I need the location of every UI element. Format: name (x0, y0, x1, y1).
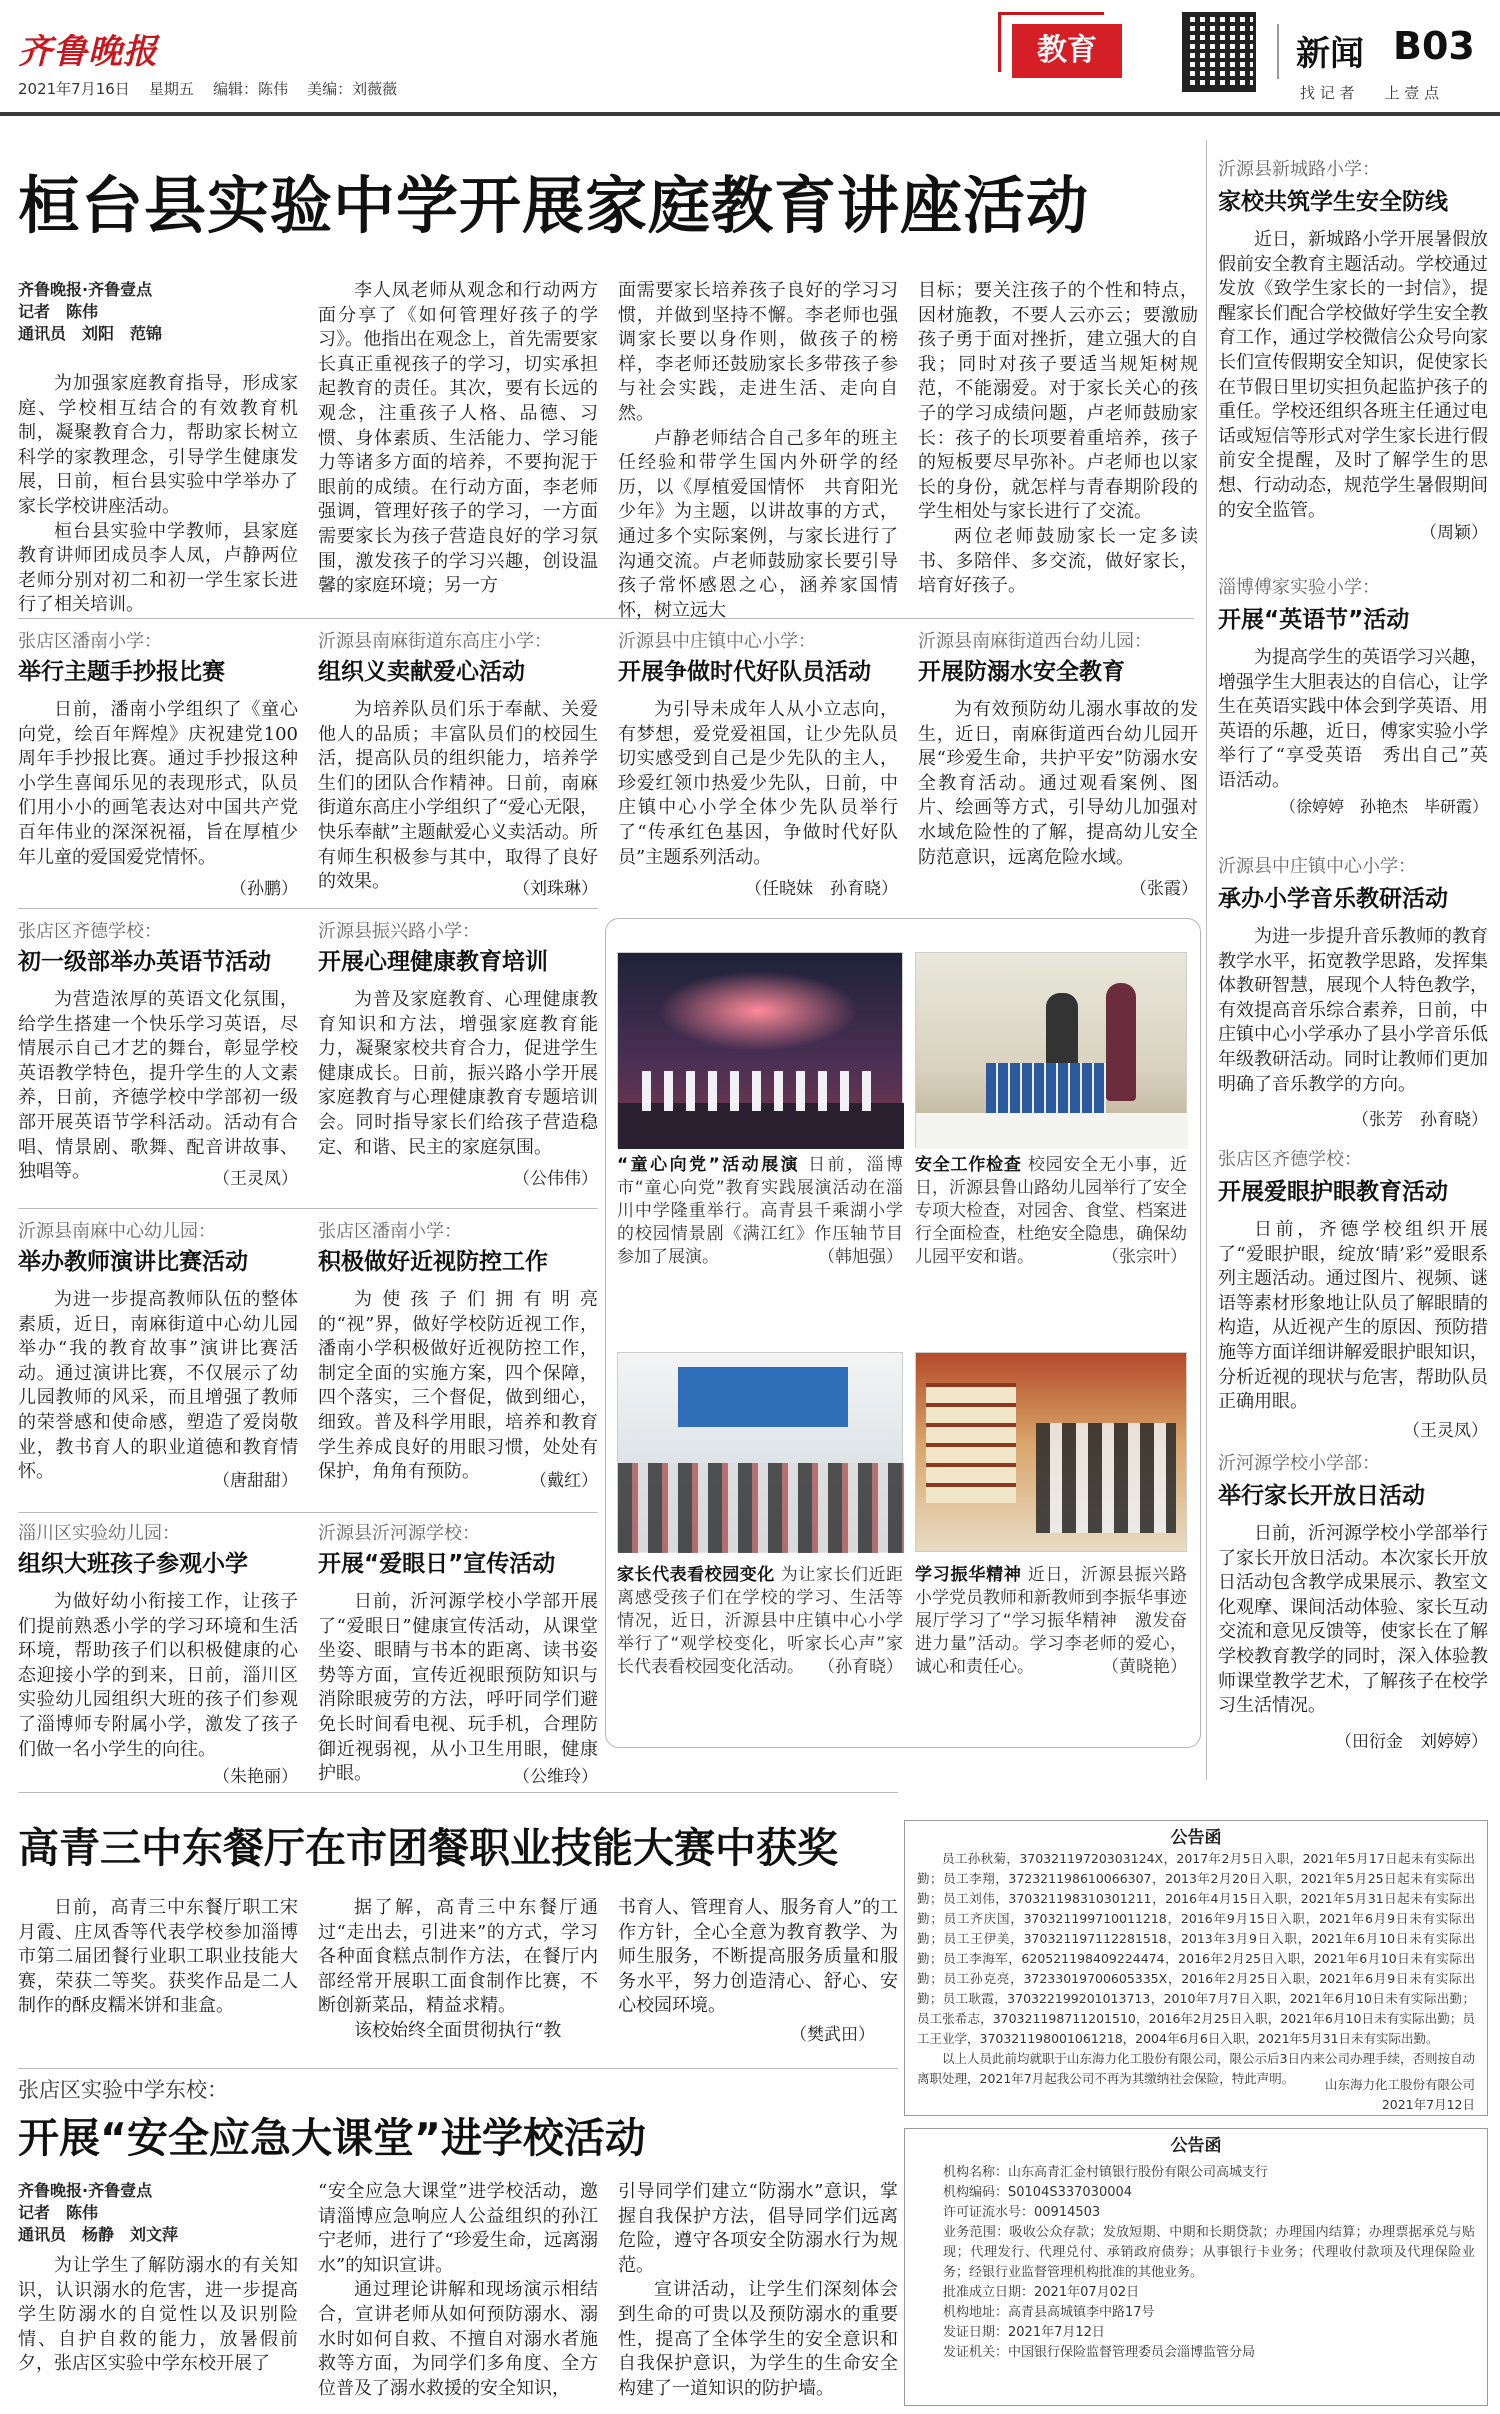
news-brief-text: 为引导未成年人从小立志向，有梦想，爱党爱祖国，让少先队员切实感受到自己是少先队的主人，珍爱红领巾热爱少先队，日前，中庄镇中心小学全体少先队员举行了“传承红色基因，争做时代好队员”主题系列活动。 (618, 699, 898, 868)
lead-credit-reporter: 记者 陈伟 (18, 302, 99, 321)
news-brief-text: 为营造浓厚的英语文化氛围，给学生搭建一个快乐学习英语，尽情展示自己才艺的舞台，彰显学校英语教学特色，提升学生的人文素养，日前，齐德学校中学部初一级部开展英语节学科活动。活动有合唱、情景剧、歌舞、配音讲故事、独唱等。 (18, 989, 298, 1183)
news-brief-place: 淄川区实验幼儿园： (18, 1523, 180, 1544)
news-brief-text: 日前，潘南小学组织了《童心向党，绘百年辉煌》庆祝建党100周年手抄报比赛。通过手抄报这种小学生喜闻乐见的表现形式，队员们用小小的画笔表达对中国共产党百年伟业的深深祝福，旨在厚植少年儿童的爱国爱党情怀。 (18, 699, 298, 868)
news-brief (1218, 158, 1488, 543)
section-name: 新闻 (1296, 34, 1364, 74)
news-brief-place: 沂源县中庄镇中心小学： (618, 631, 816, 652)
news-brief (318, 920, 598, 1188)
section-slogan: 找 记 者 上 壹 点 (1300, 84, 1440, 102)
news-brief-title: 组织义卖献爱心活动 (318, 659, 525, 685)
news-brief-author: （公伟伟） (513, 1169, 598, 1189)
story3-body-col2 (318, 2180, 598, 2406)
inspector (1106, 983, 1136, 1101)
story2-paragraph: 日前，高青三中东餐厅职工宋月霞、庄凤香等代表学校参加淄博市第二届团餐行业职工职业技能大赛，荣获二等奖。获奖作品是二人制作的酥皮糯米饼和韭盒。 (18, 1897, 298, 2017)
story2-author: （樊武田） (790, 2025, 875, 2045)
news-brief-title: 开展“英语节”活动 (1218, 607, 1410, 633)
photo-caption (915, 1564, 1187, 1734)
news-brief-title: 开展心理健康教育培训 (318, 949, 548, 975)
notice-line: 业务范围：吸收公众存款；发放短期、中期和长期贷款；办理国内结算；办理票据承兑与贴现；代理发行、代理兑付、承销政府债券；从事银行卡业务；代理收付款项及代理保险业务；经银行业监督管理机构批准的其他业务。 (943, 2225, 1475, 2280)
notice-title: 公告函 (1170, 1828, 1222, 1848)
news-brief-place: 沂源县南麻中心幼儿园： (18, 1221, 216, 1242)
lead-body-col3 (618, 279, 898, 621)
masthead-rule (0, 112, 1500, 116)
header-divider (1277, 24, 1279, 79)
section-rule-1 (18, 618, 1194, 619)
stage-light (658, 971, 858, 1051)
notice-paragraph: 员工孙秋菊，37032119720303124X，2017年2月5日入职，2021年5月17日起未有实际出勤；员工李翔，372321198610066307，2013年2月20日入职，2021年5月25日起未有实际出勤；员工刘伟，370321198310301211，2016年4月15日入职，2021年5月31日起未有实际出勤；员工齐庆国，370321199710011218，2016年9月15日入职，2021年6月9日未有实际出勤；员工王伊美，370321197112281518，2013年3月9日入职，2021年6月10日未有实际出勤；员工李海军，620521198409224474，2016年2月25日入职，2021年6月10日未有实际出勤；员工孙克亮，37233019700605335X，2016年2月25日入职，2021年6月9日未有实际出勤；员工耿霞，370322199201013713，2010年7月7日入职，2021年6月10日未有实际出勤；员工张希志，370321198711201510，2016年2月25日入职，2021年6月10日未有实际出勤；员工王业学，370321198001061218，2004年6月6日入职，2021年5月31日未有实际出勤。 (917, 1851, 1475, 2046)
news-brief-author: （张芳 孙育晓） (1352, 1110, 1488, 1130)
news-brief (1218, 1452, 1488, 1752)
audience (618, 1463, 904, 1553)
notice-date: 2021年7月12日 (1381, 2097, 1475, 2112)
lead-paragraph: 两位老师鼓励家长一定多读书、多陪伴、多交流，做好家长，培育好孩子。 (918, 525, 1198, 597)
story2-body-col1 (18, 1896, 298, 2046)
paper-logo: 齐鲁晚报 (18, 32, 158, 72)
story3-paragraph: “安全应急大课堂”进学校活动，邀请淄博应急响应人公益组织的孙江宁老师，进行了“珍爱生命，远离溺水”的知识宣讲。 (318, 2181, 598, 2276)
news-brief-place: 张店区潘南小学： (318, 1221, 462, 1242)
exhibition-hall-photo (915, 1352, 1187, 1552)
right-column-rule (1206, 140, 1207, 1780)
photo-caption-author: （张宗叶） (1102, 1247, 1187, 1267)
photo-caption-text: 日前，淄博市“童心向党”教育实践展演活动在淄川中学隆重举行。高青县千乘湖小学的校园情景剧《满江红》作压轴节目参加了展演。 (617, 1155, 903, 1267)
news-brief (318, 630, 598, 898)
desk (916, 1113, 1188, 1149)
lead-body-col2 (318, 279, 598, 609)
issue-info (18, 78, 397, 99)
section-rule-2 (18, 908, 598, 909)
news-brief-author: （唐甜甜） (213, 1471, 298, 1491)
news-brief-place: 沂源县南麻街道东高庄小学： (318, 631, 552, 652)
story3-body-col3 (618, 2180, 898, 2406)
news-brief-title: 开展争做时代好队员活动 (618, 659, 871, 685)
photo-caption-author: （黄晓艳） (1102, 1657, 1187, 1677)
news-brief-text: 日前，齐德学校组织开展了“爱眼护眼，绽放‘睛’彩”爱眼系列主题活动。通过图片、视频、谜语等素材形象地让队员了解眼睛的构造，从近视产生的原因、预防措施等方面详细讲解爱眼护眼知识，分析近视的现状与危害，帮助队员正确用眼。 (1218, 1219, 1488, 1413)
story3-credit-correspondent: 通讯员 杨静 刘文萍 (18, 2225, 179, 2244)
lead-paragraph: 面需要家长培养孩子良好的学习习惯，并做到坚持不懈。李老师也强调家长要以身作则，做孩子的榜样，李老师还鼓励家长多带孩子参与社会实践，走进生活、走向自然。 (618, 280, 898, 424)
news-brief-author: （公维玲） (513, 1767, 598, 1787)
visitors (1036, 1423, 1176, 1533)
story3-paragraph: 宣讲活动，让学生们深刻体会到生命的可贵以及预防溺水的重要性，提高了全体学生的安全意识和自我保护意识，为学生的生命安全构建了一道知识的防护墙。 (618, 2279, 898, 2399)
section-rule-6 (18, 2068, 898, 2069)
notice-paragraph: 以上人员此前均就职于山东海力化工股份有限公司，限公示后3日内来公司办理手续，否则按自动离职处理，2021年7月起我公司不再为其缴纳社会保险，特此声明。 (917, 2051, 1475, 2086)
notice-box-staff (904, 1820, 1488, 2116)
news-brief (1218, 855, 1488, 1130)
lead-headline: 桓台县实验中学开展家庭教育讲座活动 (18, 169, 1090, 242)
news-brief (18, 630, 298, 898)
news-brief-author: （张霞） (1130, 879, 1198, 899)
photo-caption-title: 学习振华精神 (915, 1565, 1022, 1585)
news-brief-place: 张店区齐德学校： (18, 921, 162, 942)
story3-kicker: 张店区实验中学东校： (18, 2078, 228, 2102)
story2-paragraph: 书育人、管理育人、服务育人”的工作方针，全心全意为教育教学、为师生服务，不断提高服务质量和服务水平，努力创造清心、舒心、安心校园环境。 (618, 1897, 898, 2017)
lead-paragraph: 桓台县实验中学教师，县家庭教育讲师团成员李人凤，卢静两位老师分别对初二和初一学生家长进行了相关培训。 (18, 520, 298, 616)
issue-date: 2021年7月16日 (18, 80, 130, 98)
news-brief (318, 1220, 598, 1491)
notice-line: 批准成立日期：2021年07月02日 (943, 2285, 1140, 2300)
news-brief-text: 为培养队员们乐于奉献、关爱他人的品质；丰富队员们的校园生活，提高队员的组织能力，培养学生们的团队合作精神。日前，南麻街道东高庄小学组织了“爱心无限，快乐奉献”主题献爱心义卖活动。所有师生积极参与其中，取得了良好的效果。 (318, 699, 598, 893)
notice-line: 许可证流水号：00914503 (943, 2205, 1101, 2220)
news-brief (18, 1220, 298, 1491)
story3-credit (18, 2180, 298, 2246)
notice-box-bank (904, 2128, 1488, 2406)
news-brief (918, 630, 1198, 899)
news-brief-title: 开展“爱眼日”宣传活动 (318, 1551, 556, 1577)
performers (642, 1071, 882, 1111)
page-number: B03 (1393, 24, 1475, 68)
news-brief-author: （朱艳丽） (213, 1767, 298, 1787)
lead-paragraph: 卢静老师结合自己多年的班主任经验和带学生国内外研学的经历，以《厚植爱国情怀 共育阳光少年》为主题，以讲故事的方式，通过多个实际案例，与家长进行了沟通交流。卢老师鼓励家长要引导孩子常怀感恩之心，涵养家国情怀，树立远大 (618, 427, 898, 621)
news-brief (318, 1522, 598, 1787)
file-binders (986, 1063, 1106, 1113)
news-brief-place: 沂源县沂河源学校： (318, 1523, 480, 1544)
news-brief-place: 沂源县振兴路小学： (318, 921, 480, 942)
news-brief-title: 举行主题手抄报比赛 (18, 659, 225, 685)
news-brief-title: 举行家长开放日活动 (1218, 1483, 1425, 1509)
story2-paragraph: 该校始终全面贯彻执行“教 (354, 2019, 562, 2041)
story2-paragraph: 据了解，高青三中东餐厅通过“走出去，引进来”的方式，学习各种面食糕点制作方法，在餐厅内部经常开展职工面食制作比赛，不断创新菜品，精益求精。 (318, 1897, 598, 2017)
news-brief-title: 组织大班孩子参观小学 (18, 1551, 248, 1577)
news-brief-author: （王灵凤） (213, 1169, 298, 1189)
news-brief-text: 为有效预防幼儿溺水事故的发生，近日，南麻街道西台幼儿园开展“珍爱生命，共护平安”防溺水安全教育活动。通过观看案例、图片、绘画等方式，引导幼儿加强对水域危险性的了解，提高幼儿安全防范意识，远离危险水域。 (918, 699, 1198, 868)
notice-line: 机构地址：高青县高城镇李中路17号 (943, 2305, 1155, 2320)
news-brief-title: 积极做好近视防控工作 (318, 1249, 548, 1275)
stage-performance-photo (617, 952, 903, 1148)
news-brief (18, 1522, 298, 1787)
lead-paragraph: 目标；要关注孩子的个性和特点，因材施教，不要人云亦云；要激励孩子勇于面对挫折，建立强大的自我；同时对孩子要适当规矩树规范，不能溺爱。对于家长关心的孩子的学习成绩问题，卢老师鼓励家长：孩子的长项要着重培养，孩子的短板要尽早弥补。卢老师也以家长的身份，就怎样与青春期阶段的学生相处与家长进行了交流。 (918, 280, 1198, 523)
news-brief-text: 日前，沂河源学校小学部开展了“爱眼日”健康宣传活动，从课堂坐姿、眼睛与书本的距离、读书姿势等方面，宣传近视眼预防知识与消除眼疲劳的方法，呼吁同学们避免长时间看电视、玩手机，合理防御近视弱视，从小卫生用眼，健康护眼。 (318, 1591, 598, 1785)
display-panels (926, 1383, 1016, 1503)
news-brief-text: 为提高学生的英语学习兴趣，增强学生大胆表达的自信心，让学生在英语实践中体会到学英语、用英语的乐趣，近日，傅家实验小学举行了“享受英语 秀出自己”英语活动。 (1218, 647, 1488, 791)
news-brief-title: 家校共筑学生安全防线 (1218, 189, 1448, 215)
news-brief-place: 沂源县南麻街道西台幼儿园： (918, 631, 1152, 652)
news-brief-text: 为做好幼小衔接工作，让孩子们提前熟悉小学的学习环境和生活环境，帮助孩子们以积极健康的心态迎接小学的到来，日前，淄川区实验幼儿园组织大班的孩子们参观了淄博师专附属小学，激发了孩子们做一名小学生的向往。 (18, 1591, 298, 1760)
lead-paragraph: 为加强家庭教育指导，形成家庭、学校相互结合的有效教育机制，凝聚教育合力，帮助家长树立科学的家教理念，引导学生健康发展，日前，桓台县实验中学举办了家长学校讲座活动。 (18, 373, 298, 517)
story3-body-col1 (18, 2254, 298, 2404)
notice-body (917, 2163, 1475, 2395)
news-brief-author: （徐婷婷 孙艳杰 毕研霞） (1279, 797, 1488, 816)
issue-editor: 编辑：陈伟 (212, 80, 288, 98)
photo-caption-title: 家长代表看校园变化 (617, 1565, 775, 1585)
news-brief-author: （周颖） (1420, 523, 1488, 543)
news-brief (618, 630, 898, 899)
news-brief (1218, 576, 1488, 816)
section-tag-label: 教育 (1012, 24, 1122, 78)
safety-inspection-photo (915, 952, 1187, 1148)
news-brief-title: 初一级部举办英语节活动 (18, 949, 271, 975)
news-brief-place: 淄博傅家实验小学： (1218, 577, 1380, 598)
story3-credit-outlet: 齐鲁晚报·齐鲁壹点 (18, 2181, 153, 2200)
qr-code (1182, 12, 1256, 92)
notice-line: 机构编码：S0104S337030004 (943, 2185, 1133, 2200)
news-brief-author: （田衍金 刘婷婷） (1335, 1732, 1488, 1752)
lead-credit-correspondent: 通讯员 刘阳 范锦 (18, 324, 163, 343)
story-headline: 开展“安全应急大课堂”进学校活动 (18, 2114, 646, 2162)
section-rule-5 (18, 1792, 898, 1793)
notice-title: 公告函 (1170, 2136, 1222, 2156)
photo-caption (617, 1564, 903, 1734)
photo-caption (915, 1154, 1187, 1304)
photo-caption-title: “童心向党”活动展演 (617, 1155, 801, 1175)
news-brief-place: 张店区潘南小学： (18, 631, 162, 652)
news-brief-title: 开展防溺水安全教育 (918, 659, 1125, 685)
news-brief-text: 为进一步提升音乐教师的教育教学水平，拓宽教学思路，发挥集体教研智慧，展现个人特色教学，有效提高音乐综合素养，日前，中庄镇中心小学承办了县小学音乐低年级教研活动。同时让教师们更加明确了音乐教学的方向。 (1218, 926, 1488, 1095)
news-brief-author: （刘珠琳） (513, 879, 598, 899)
news-brief-title: 举办教师演讲比赛活动 (18, 1249, 248, 1275)
story3-credit-reporter: 记者 陈伟 (18, 2203, 99, 2222)
photo-caption-text: 近日，沂源县振兴路小学党员教师和新教师到李振华事迹展厅学习了“学习振华精神 激发奋进力量”活动。学习李老师的爱心，诚心和责任心。 (915, 1565, 1188, 1677)
story-headline: 高青三中东餐厅在市团餐职业技能大赛中获奖 (18, 1824, 838, 1872)
photo-caption-title: 安全工作检查 (915, 1155, 1022, 1175)
issue-designer: 美编：刘薇薇 (307, 80, 398, 98)
photo-caption-text: 校园安全无小事，近日，沂源县鲁山路幼儿园举行了安全专项大检查，对园舍、食堂、档案进行全面检查，杜绝安全隐患，确保幼儿园平安和谐。 (915, 1155, 1188, 1267)
story3-paragraph: 引导同学们建立“防溺水”意识，掌握自我保护方法，倡导同学们远离危险，遵守各项安全防溺水行为规范。 (618, 2181, 898, 2276)
news-brief-author: （孙鹏） (230, 879, 298, 899)
lead-body-col4 (918, 279, 1198, 609)
photo-caption (617, 1154, 903, 1304)
photo-caption-author: （韩旭强） (818, 1247, 903, 1267)
news-brief-place: 沂源县新城路小学： (1218, 159, 1380, 180)
section-rule-3 (18, 1208, 598, 1209)
parents-visit-photo (617, 1352, 903, 1552)
news-brief-text: 为使孩子们拥有明亮的“视”界，做好学校防近视工作，潘南小学积极做好近视防控工作，制定全面的实施方案，四个保障，四个落实，三个督促，做到细心，细致。普及科学用眼，培养和教育学生养成良好的用眼习惯，处处有保护，角角有预防。 (318, 1289, 598, 1483)
lead-body-col1 (18, 372, 298, 616)
news-brief-author: （戴红） (530, 1471, 598, 1491)
story3-paragraph: 通过理论讲解和现场演示相结合，宣讲老师从如何预防溺水、溺水时如何自救、不擅自对溺水者施救等方面，为同学们多角度、全方位普及了溺水救援的安全知识， (318, 2279, 598, 2399)
story2-body-col3 (618, 1896, 898, 2016)
notice-company: 山东海力化工股份有限公司 (1324, 2077, 1475, 2092)
news-brief (1218, 1148, 1488, 1442)
news-brief-place: 沂源县中庄镇中心小学： (1218, 856, 1416, 877)
news-brief-text: 近日，新城路小学开展暑假放假前安全教育主题活动。学校通过发放《致学生家长的一封信》，提醒家长们配合学校做好学生安全教育工作，通过学校微信公众号向家长们宣传假期安全知识，促使家长在节假日里切实担负起监护孩子的重任。学校还组织各班主任通过电话或短信等形式对学生家长进行假前安全提醒，及时了解学生的思想、行动动态，规范学生暑假期间的安全监管。 (1218, 229, 1488, 521)
news-brief-author: （任晓妹 孙育晓） (745, 879, 898, 899)
notice-line: 机构名称：山东高青汇金村镇银行股份有限公司高城支行 (943, 2165, 1269, 2180)
news-brief-title: 开展爱眼护眼教育活动 (1218, 1179, 1448, 1205)
section-rule-4 (18, 1512, 598, 1513)
news-brief-text: 为普及家庭教育、心理健康教育知识和方法，增强家庭教育能力，凝聚家校共育合力，促进学生健康成长。日前，振兴路小学开展家庭教育与心理健康教育专题培训会。同时指导家长们给孩子营造稳定、和谐、民主的家庭氛围。 (318, 989, 598, 1158)
projector-screen (678, 1367, 848, 1427)
news-brief (18, 920, 298, 1188)
news-brief-title: 承办小学音乐教研活动 (1218, 886, 1448, 912)
lead-paragraph: 李人凤老师从观念和行动两方面分享了《如何管理好孩子的学习》。他指出在观念上，首先需要家长真正重视孩子的学习，切实承担起教育的责任。其次，要有长远的观念，注重孩子人格、品德、习惯、身体素质、生活能力、学习能力等诸多方面的培养，不要拘泥于眼前的成绩。在行动方面，李老师强调，管理好孩子的学习，一方面需要家长为孩子营造良好的学习氛围，激发孩子的学习兴趣，创设温馨的家庭环境；另一方 (318, 280, 598, 597)
photo-caption-author: （孙育晓） (818, 1657, 903, 1677)
story3-paragraph: 为让学生了解防溺水的有关知识，认识溺水的危害，进一步提高学生防溺水的自觉性以及识别险情、自护自救的能力，放暑假前夕，张店区实验中学东校开展了 (18, 2255, 298, 2375)
story2-body-col2 (318, 1896, 598, 2046)
masthead (0, 0, 1500, 115)
notice-line: 发证机关：中国银行保险监督管理委员会淄博监管分局 (943, 2345, 1256, 2360)
news-brief-place: 张店区齐德学校： (1218, 1149, 1362, 1170)
news-brief-author: （王灵凤） (1403, 1421, 1488, 1441)
notice-line: 发证日期：2021年7月12日 (943, 2325, 1105, 2340)
news-brief-place: 沂河源学校小学部： (1218, 1453, 1380, 1474)
photo-caption-text: 为让家长们近距离感受孩子们在学校的学习、生活等情况，近日，沂源县中庄镇中心小学举行了“观学校变化，听家长心声”家长代表看校园变化活动。 (617, 1565, 904, 1677)
lead-credit (18, 279, 298, 345)
news-brief-text: 为进一步提高教师队伍的整体素质，近日，南麻街道中心幼儿园举办“我的教育故事”演讲比赛活动。通过演讲比赛，不仅展示了幼儿园教师的风采，而且增强了教师的荣誉感和使命感，塑造了爱岗敬业，教书育人的职业道德和教育情怀。 (18, 1289, 298, 1483)
notice-body (917, 1849, 1475, 2086)
lead-credit-outlet: 齐鲁晚报·齐鲁壹点 (18, 280, 153, 299)
news-brief-text: 日前，沂河源学校小学部举行了家长开放日活动。本次家长开放日活动包含教学成果展示、教室文化观摩、课间活动体验、家长互动交流和意见反馈等，使家长在了解学校教育教学的同时，深入体验教师课堂教学艺术，了解孩子在校学习生活情况。 (1218, 1523, 1488, 1717)
issue-weekday: 星期五 (148, 80, 194, 98)
